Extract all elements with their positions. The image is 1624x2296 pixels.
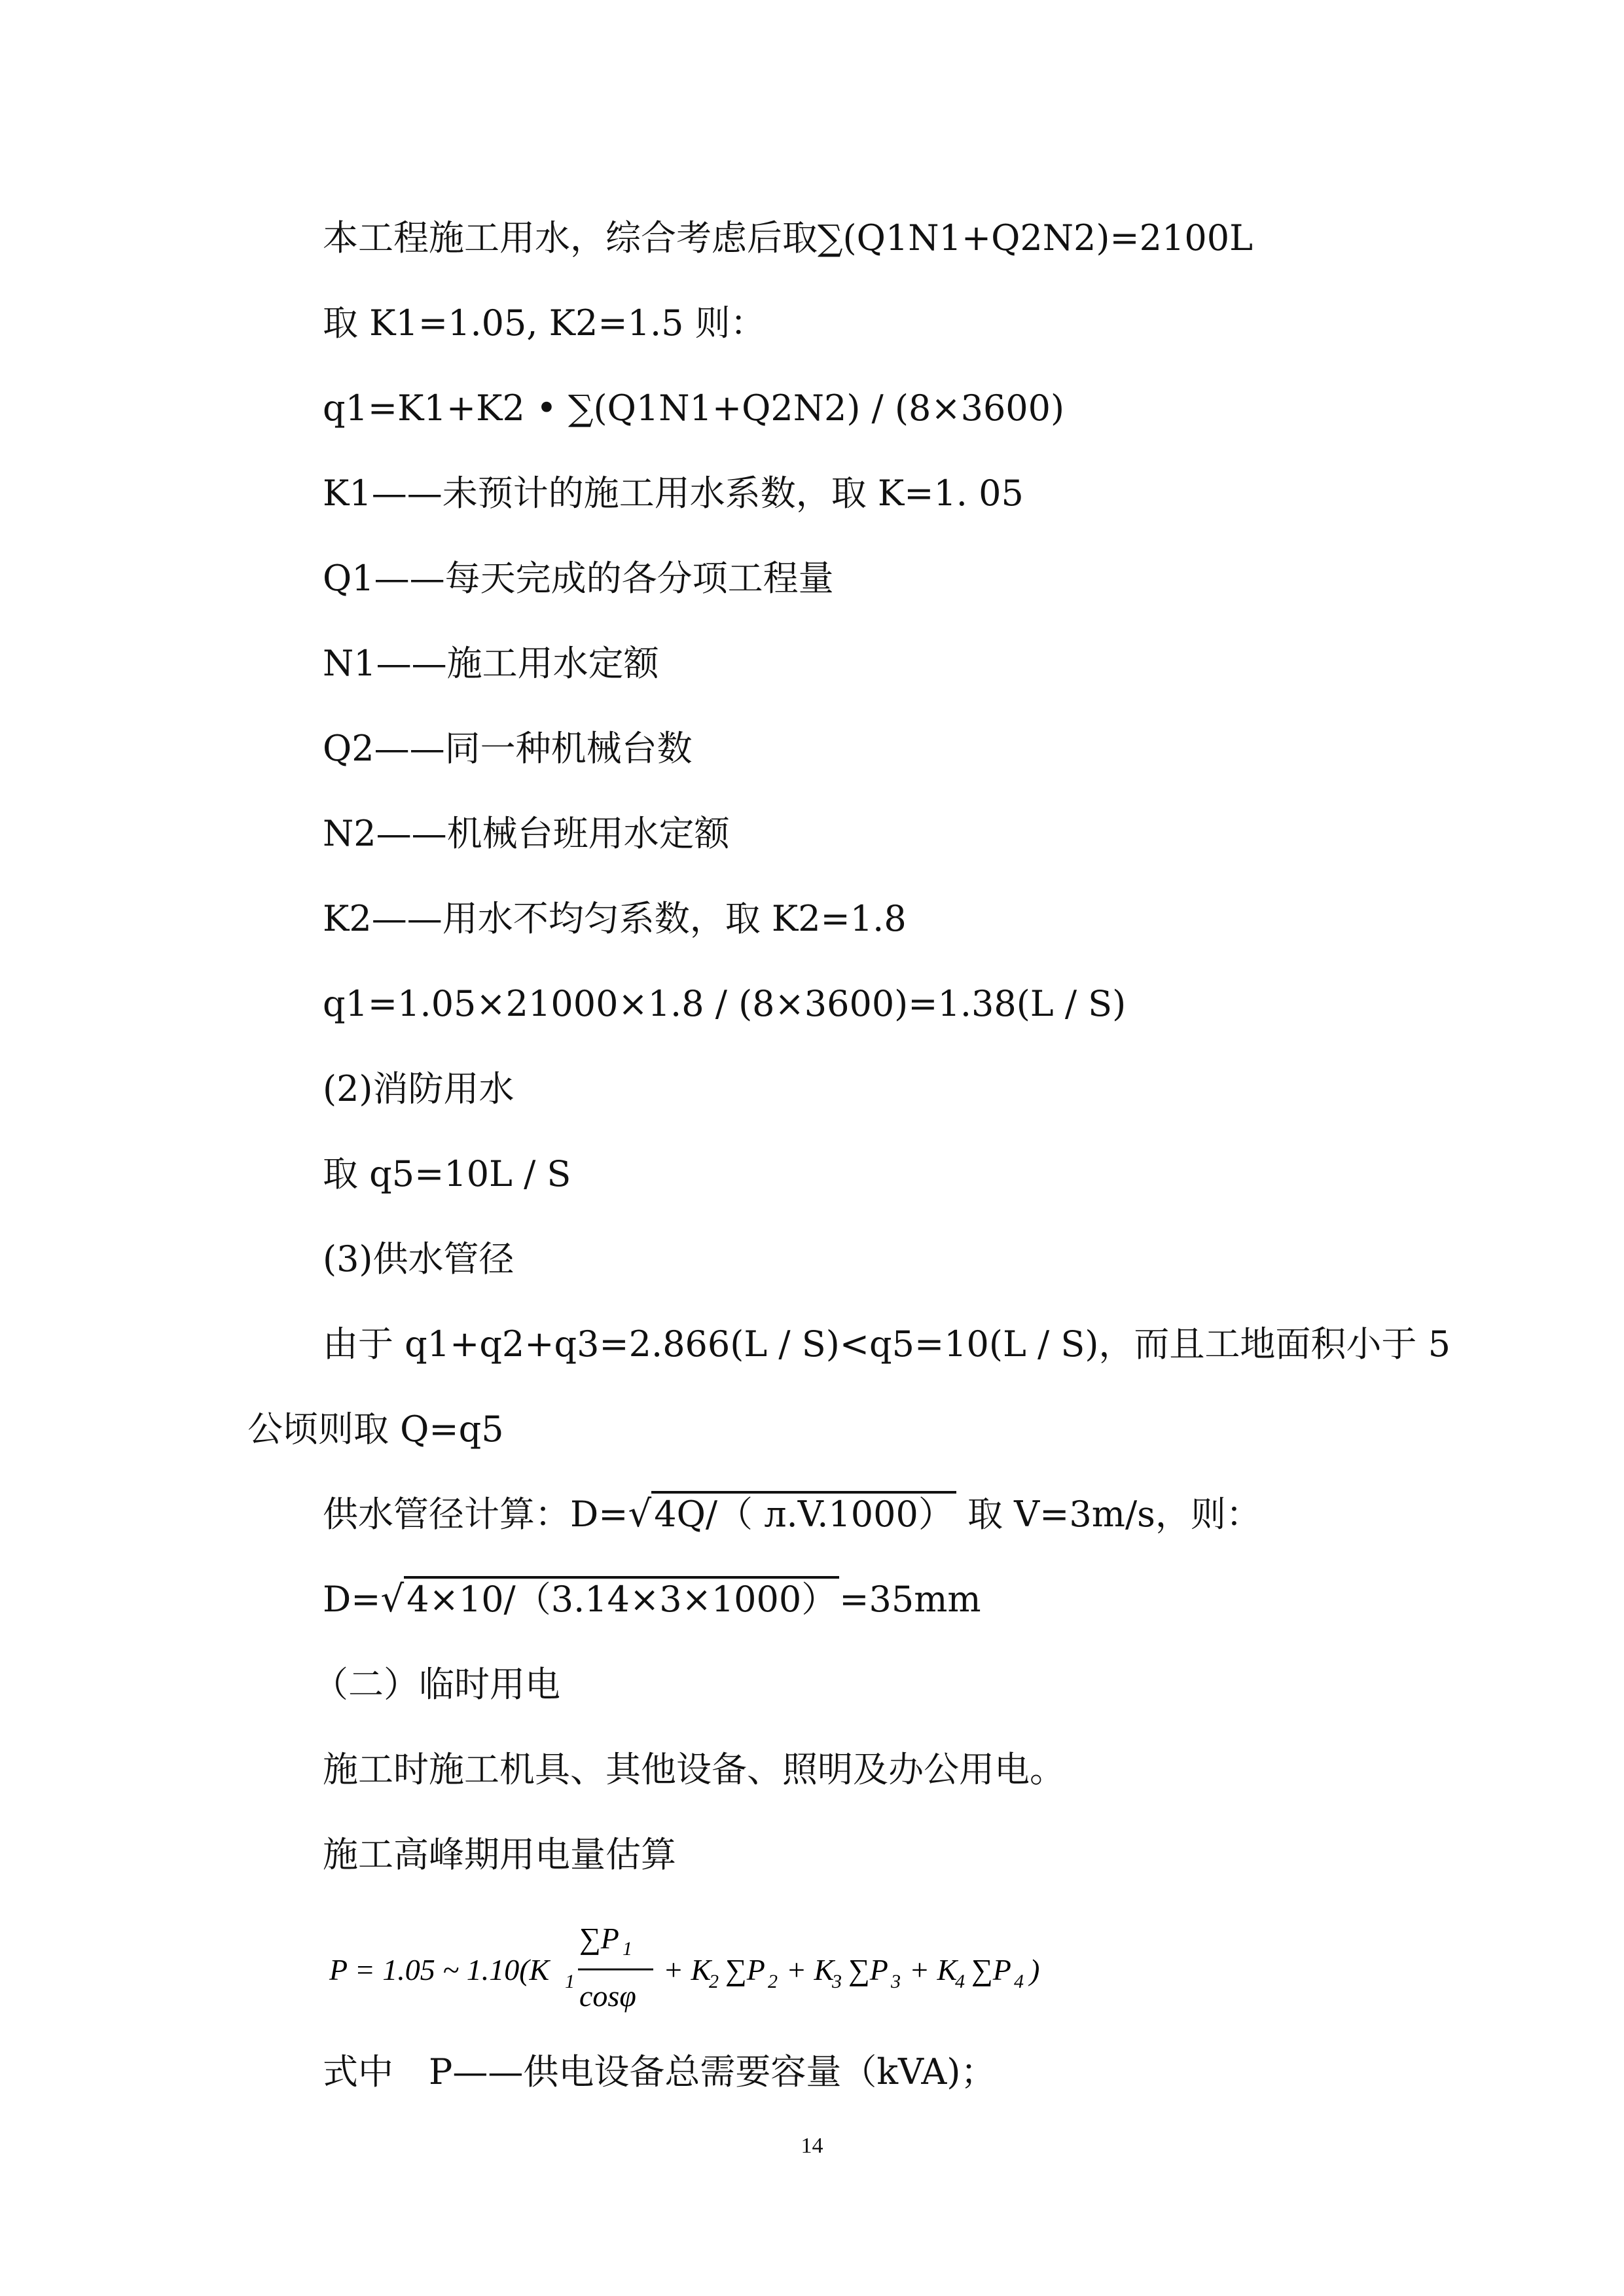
square-root <box>628 1491 956 1538</box>
paragraph-line: N2——机械台班用水定额 <box>323 813 730 854</box>
paragraph-line: Q1——每天完成的各分项工程量 <box>323 558 834 599</box>
subscript: 3 <box>832 1971 842 1992</box>
formula-term: + K <box>909 1953 958 1986</box>
square-root <box>381 1576 840 1623</box>
paragraph-line: 施工高峰期用电量估算 <box>323 1834 676 1875</box>
radical-sign-icon: √ <box>628 1493 652 1535</box>
subscript: 3 <box>891 1971 901 1992</box>
formula-lhs: P = 1.05 ~ 1.10(K <box>329 1953 550 1986</box>
paragraph-line: 本工程施工用水，综合考虑后取∑(Q1N1+Q2N2)=2100L <box>323 217 1253 259</box>
pipe-diameter-result <box>323 1576 981 1623</box>
section-heading: （二）临时用电 <box>313 1664 560 1705</box>
page-number: 14 <box>801 2134 823 2158</box>
formula-prefix: 供水管径计算：D= <box>323 1494 628 1535</box>
paragraph-line: N1——施工用水定额 <box>323 643 659 684</box>
formula-term: ∑P <box>971 1953 1011 1986</box>
paragraph-line: 公顷则取 Q=q5 <box>247 1408 504 1450</box>
formula-term: ∑P <box>848 1953 888 1986</box>
radical-sign-icon: √ <box>380 1578 405 1621</box>
paragraph-line: K2——用水不均匀系数，取 K2=1.8 <box>323 898 907 939</box>
formula-suffix: 取 V=3m/s，则： <box>967 1494 1261 1535</box>
paragraph-line: q1=1.05×21000×1.8 / (8×3600)=1.38(L / S) <box>323 983 1127 1024</box>
paragraph-line: 取 K1=1.05, K2=1.5 则： <box>323 302 766 344</box>
formula-term: + K <box>663 1953 712 1986</box>
fraction-numerator: ∑P <box>579 1922 619 1955</box>
formula-close: ) <box>1030 1953 1040 1986</box>
paragraph-line: K1——未预计的施工用水系数，取 K=1. 05 <box>323 473 1024 514</box>
subscript: 2 <box>709 1971 719 1992</box>
subscript: 4 <box>955 1971 965 1992</box>
paragraph-line: q1=K1+K2 • ∑(Q1N1+Q2N2) / (8×3600) <box>323 387 1065 429</box>
formula-suffix: =35mm <box>839 1579 981 1620</box>
subscript: 1 <box>623 1938 632 1960</box>
paragraph-line: (3)供水管径 <box>323 1238 514 1280</box>
paragraph-line: 取 q5=10L / S <box>323 1153 571 1194</box>
paragraph-line: (2)消防用水 <box>323 1068 514 1109</box>
radicand: 4×10/（3.14×3×1000） <box>404 1576 839 1620</box>
subscript: 4 <box>1014 1971 1024 1992</box>
paragraph-line: Q2——同一种机械台数 <box>323 728 693 769</box>
radicand: 4Q/（ л.V.1000） <box>651 1491 956 1535</box>
paragraph-line: 施工时施工机具、其他设备、照明及办公用电。 <box>323 1749 1065 1790</box>
formula-term: ∑P <box>725 1953 765 1986</box>
subscript: 1 <box>565 1971 575 1992</box>
fraction-denominator: cosφ <box>579 1979 636 2013</box>
paragraph-line: 由于 q1+q2+q3=2.866(L / S)<q5=10(L / S)，而且工地面积小于 5 <box>323 1323 1451 1365</box>
formula-prefix: D= <box>323 1579 381 1620</box>
formula-term: + K <box>786 1953 835 1986</box>
pipe-diameter-formula <box>323 1491 1261 1538</box>
subscript: 2 <box>768 1971 778 1992</box>
power-estimate-formula <box>323 1908 1174 2032</box>
paragraph-line: 式中 P——供电设备总需要容量（kVA)； <box>323 2051 996 2092</box>
